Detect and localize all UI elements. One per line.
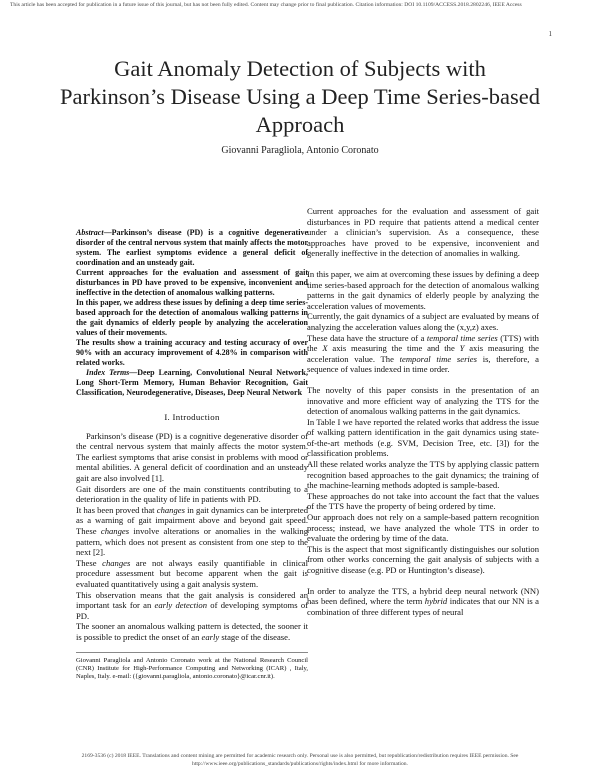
copyright-footer xyxy=(40,752,560,768)
right-column xyxy=(307,206,539,617)
journal-header-note: This article has been accepted for publication in a future issue of this journal, but has not been fully edited. Content may change prior to final publication. Citation information: DOI 10.1109/ACCESS.2018.2802246, IEEE Access xyxy=(10,2,522,8)
body-paragraph: In order to analyze the TTS, a hybrid deep neural network (NN) has been defined, where the term hybrid indicates that our NN is a combination of three different types of neural xyxy=(307,585,539,617)
abstract-paragraph: Current approaches for the evaluation and assessment of gait disturbances in PD have proved to be expensive, inconvenient and ineffective in the detection of anomalous walking patterns. xyxy=(76,268,308,297)
abstract-paragraph: —Parkinson’s disease (PD) is a cognitive degenerative disorder of the central nervous system that mainly affects the motor system. The earliest symptoms evidence a general deficit of coordination and an unsteady gait. xyxy=(76,228,308,267)
page-number: 1 xyxy=(548,30,552,38)
abstract-label: Abstract xyxy=(76,228,104,237)
footer-line: http://www.ieee.org/publications_standards/publications/rights/index.html for more information. xyxy=(192,761,408,767)
section-heading-introduction: I. Introduction xyxy=(164,412,220,422)
body-paragraph: The sooner an anomalous walking pattern is detected, the sooner it is possible to predict the onset of an early stage of the disease. xyxy=(76,621,308,642)
footer-line: 2169-3536 (c) 2018 IEEE. Translations and content mining are permitted for academic research only. Personal use is also permitted, but republication/redistribution requires IEEE permission. See xyxy=(81,753,519,759)
index-terms-text: —Deep Learning, Convolutional Neural Network, Long Short-Term Memory, Human Behavior Recognition, Gait Classification, Neurodegenerative, Diseases, Deep Neural Network xyxy=(76,368,308,397)
index-terms xyxy=(76,368,308,398)
body-paragraph: These data have the structure of a temporal time series (TTS) with the X axis measuring the time and the Y axis measuring the acceleration value. The temporal time series is, therefore, a sequence of values indexed in time order. xyxy=(307,332,539,375)
abstract xyxy=(76,228,308,368)
author-footnote: Giovanni Paragliola and Antonio Coronato work at the National Research Council (CNR) Institute for High-Performance Computing and Networking (ICAR) , Italy, Naples, Italy. e-mail: ({giovanni.paragliola, antonio.coronato}@icar.cnr.it). xyxy=(76,652,308,681)
index-terms-label: Index Terms xyxy=(86,368,130,377)
body-paragraph: In Table I we have reported the related works that address the issue of walking pattern identification in the gait dynamics using state-of-the-art methods (e.g. SVM, Decision Tree, etc. [3]) for the classification problems. xyxy=(307,416,539,459)
body-paragraph: The novelty of this paper consists in the presentation of an innovative and more efficient way of analyzing the TTS for the detection of anomalous walking patterns in the gait dynamics. xyxy=(307,384,539,417)
paper-title: Gait Anomaly Detection of Subjects with Parkinson’s Disease Using a Deep Time Series-based Approach xyxy=(60,56,540,137)
body-paragraph: Current approaches for the evaluation and assessment of gait disturbances in PD require that patients attend a medical center under a clinician’s supervision. As a consequence, these approaches have proved to be expensive, inconvenient and generally ineffective in the detection of anomalies in walking. xyxy=(307,206,539,259)
body-paragraph: This observation means that the gait analysis is considered an important task for an early detection of developing symptoms of PD. xyxy=(76,589,308,621)
body-paragraph: Gait disorders are one of the main constituents contributing to a deterioration in the quality of life in patients with PD. xyxy=(76,483,308,505)
abstract-paragraph: The results show a training accuracy and testing accuracy of over 90% with an accuracy improvement of 4.28% in comparison with related works. xyxy=(76,338,308,367)
body-paragraph: Parkinson’s disease (PD) is a cognitive degenerative disorder of the central nervous system that mainly affects the motor system. The earliest symptoms that arise consist in problems with mood or mental abilities. A general deficit of coordination and an unsteady gait are also involved [1]. xyxy=(76,430,308,483)
body-paragraph: Our approach does not rely on a sample-based pattern recognition process; instead, we have analyzed the whole TTS in order to evaluate the ordering by time of the data. xyxy=(307,512,539,544)
body-paragraph: These changes are not always easily quantifiable in clinical procedure assessment but become apparent when the gait is evaluated quantitatively using a gait analysis system. xyxy=(76,557,309,589)
paper-authors: Giovanni Paragliola, Antonio Coronato xyxy=(221,145,379,156)
body-paragraph: All these related works analyze the TTS by applying classic pattern recognition based approaches to the gait dynamics; the training of the machine-learning methods adopted is sample-based. xyxy=(307,459,539,491)
body-paragraph: These approaches do not take into account the fact that the values of the TTS have the property of being ordered by time. xyxy=(307,490,539,512)
body-paragraph: This is the aspect that most significantly distinguishes our solution from other works concerning the gait analysis of subjects with a cognitive disease (e.g. PD or Huntington’s disease). xyxy=(307,543,539,575)
body-paragraph: In this paper, we aim at overcoming these issues by defining a deep time series-based approach for the detection of anomalous walking patterns in the gait dynamics of elderly people by analyzing the acceleration values of movements. xyxy=(307,268,539,311)
body-paragraph: It has been proved that changes in gait dynamics can be interpreted as a warning of gait impairment above and beyond gait speed. These changes involve alterations or anomalies in the walking pattern, which does not present as consistent from one step to the next [2]. xyxy=(76,504,309,558)
left-column xyxy=(76,206,308,681)
abstract-paragraph: In this paper, we address these issues by defining a deep time series-based approach for the detection of anomalous walking patterns in the gait dynamics of elderly people by analyzing the acceleration values of their movements. xyxy=(76,298,308,337)
body-paragraph: Currently, the gait dynamics of a subject are evaluated by means of analyzing the acceleration values along the (x,y,z) axes. xyxy=(307,311,539,332)
